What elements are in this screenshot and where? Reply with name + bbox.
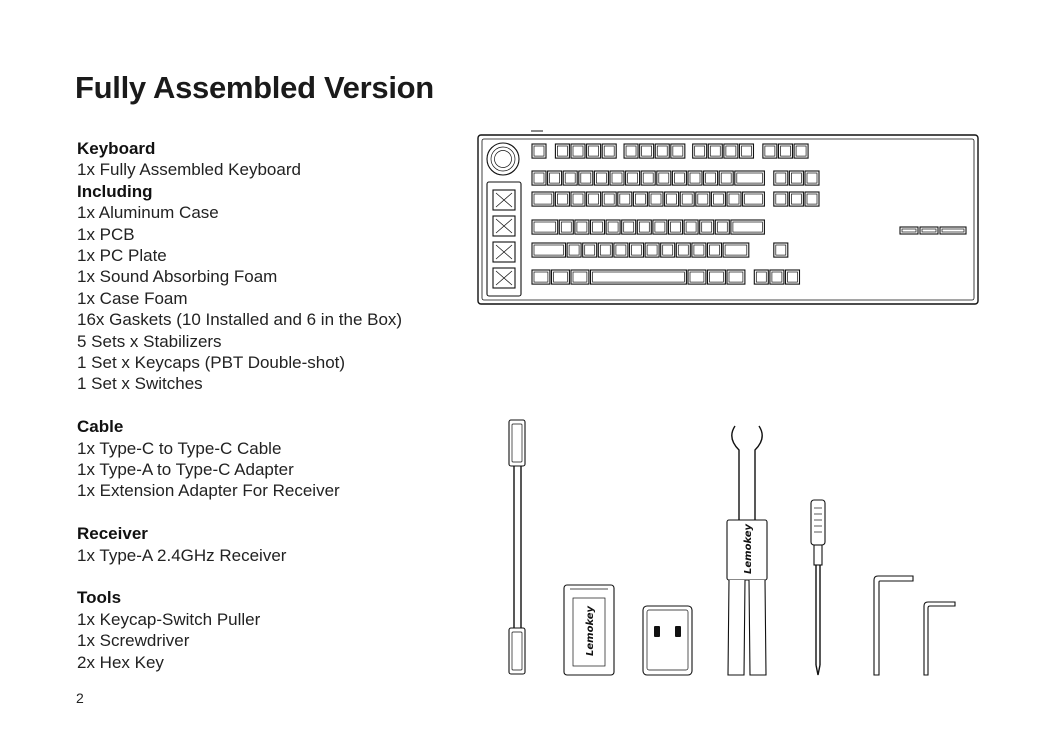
- receiver-illustration: [643, 606, 692, 675]
- section-heading-keyboard: Keyboard: [77, 139, 156, 158]
- list-item: 1x Type-A 2.4GHz Receiver: [77, 545, 287, 565]
- section-heading-cable: Cable: [77, 417, 124, 437]
- list-item: 2x Hex Key: [77, 652, 164, 672]
- macro-keys: [487, 182, 521, 296]
- list-item: 1 Set x Switches: [77, 374, 203, 394]
- keycap: [900, 227, 918, 234]
- list-item: 1x Type-C to Type-C Cable: [77, 438, 282, 458]
- keycap-puller-illustration: [727, 426, 767, 675]
- list-item: 1x Screwdriver: [77, 631, 190, 651]
- knob-icon: [487, 143, 519, 175]
- adapter-brand-label: Lemokey: [585, 605, 596, 656]
- page-number: 2: [76, 690, 84, 706]
- keycap: [920, 227, 938, 234]
- list-item: 1x PCB: [77, 224, 135, 244]
- list-item: 1x Type-A to Type-C Adapter: [77, 460, 294, 480]
- puller-brand-label: Lemokey: [743, 523, 754, 574]
- list-item: 1x Sound Absorbing Foam: [77, 267, 278, 287]
- keycap: [940, 227, 966, 234]
- adapter-illustration: [564, 585, 614, 675]
- list-item: 1x PC Plate: [77, 246, 167, 266]
- screwdriver-illustration: [811, 500, 825, 675]
- section-heading-receiver: Receiver: [77, 524, 148, 544]
- list-item: 1x Extension Adapter For Receiver: [77, 481, 340, 501]
- list-item: 1x Aluminum Case: [77, 203, 219, 223]
- list-item: 1 Set x Keycaps (PBT Double-shot): [77, 353, 346, 373]
- list-item: 16x Gaskets (10 Installed and 6 in the Box): [77, 310, 403, 330]
- list-item: 1x Keycap-Switch Puller: [77, 609, 261, 629]
- hex-key-large-illustration: [874, 576, 913, 675]
- section-heading-tools: Tools: [77, 588, 122, 608]
- page-title: Fully Assembled Version: [75, 70, 434, 105]
- usb-cable-illustration: [509, 420, 525, 674]
- hex-key-small-illustration: [924, 602, 955, 675]
- section-heading-including: Including: [77, 181, 153, 201]
- list-item: 1x Fully Assembled Keyboard: [77, 160, 301, 180]
- list-item: 1x Case Foam: [77, 288, 188, 308]
- list-item: 5 Sets x Stabilizers: [77, 331, 222, 351]
- keyboard-illustration: [478, 131, 978, 304]
